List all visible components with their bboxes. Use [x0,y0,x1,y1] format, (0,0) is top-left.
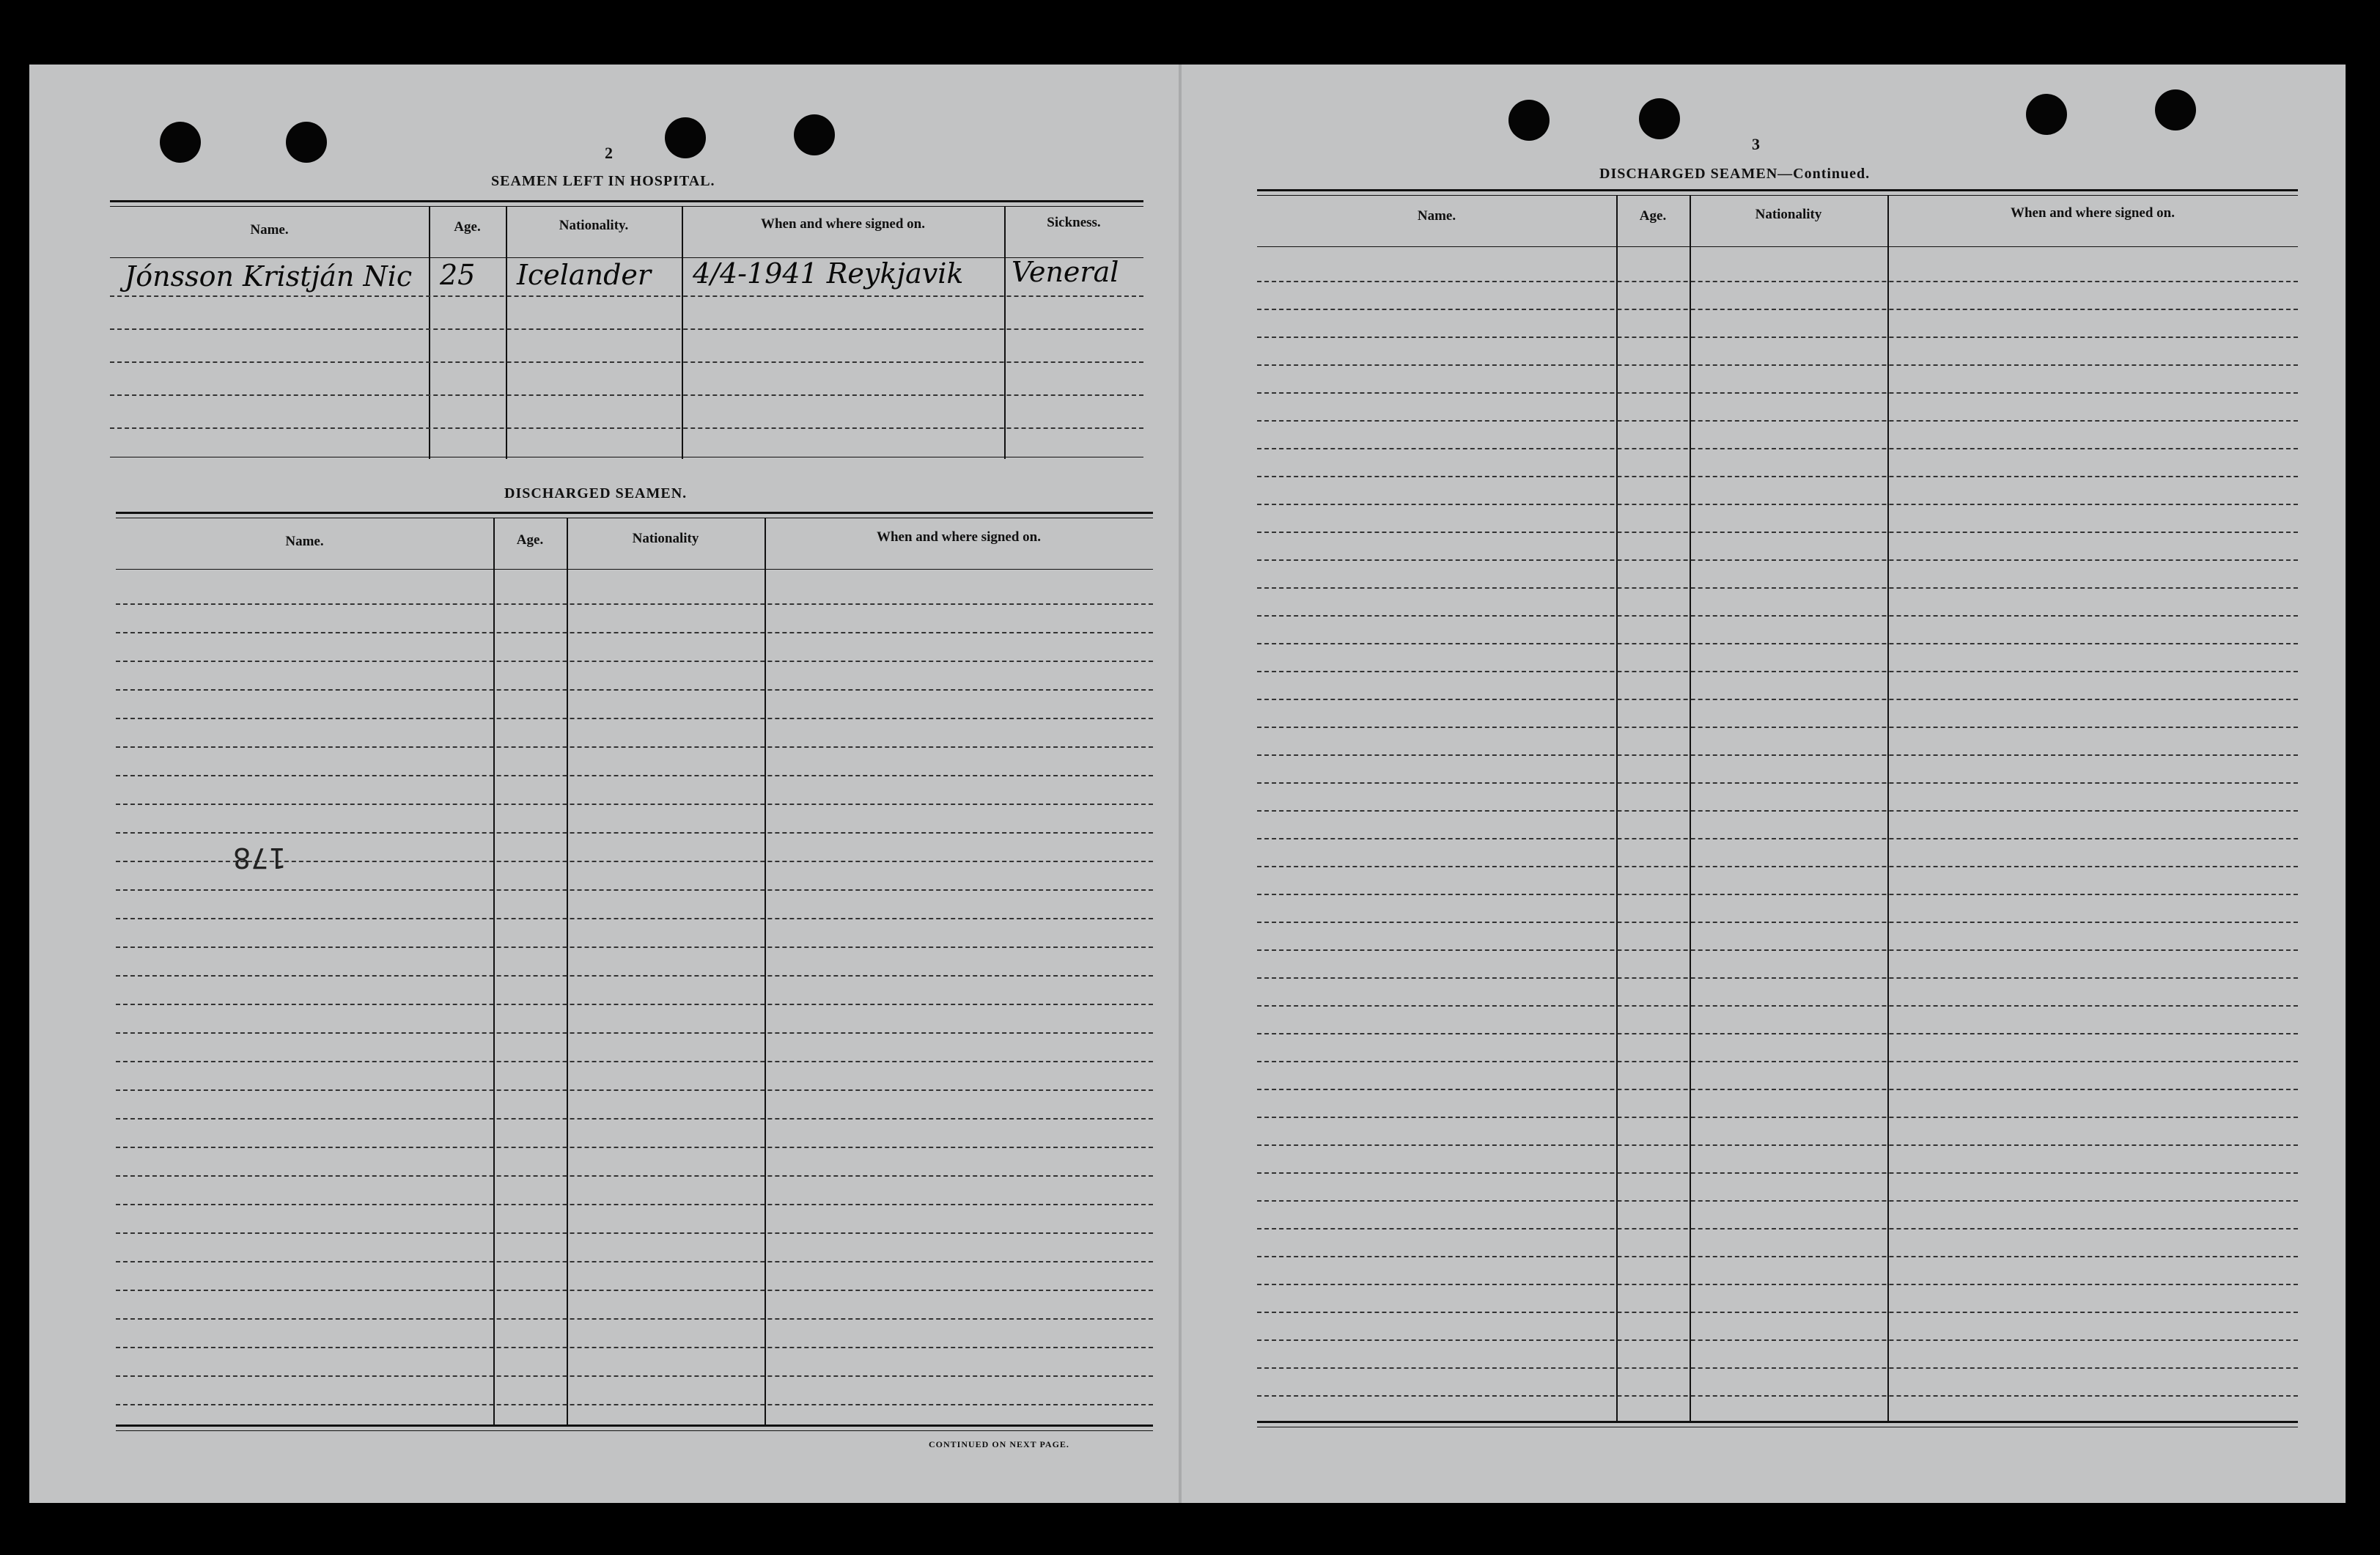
row-line [1257,1172,2298,1174]
row-line [1257,1033,2298,1034]
row-line [116,1061,1153,1062]
row-line [1257,1256,2298,1257]
page-number-right: 3 [1752,135,1760,153]
stamp-number: 178 [233,842,287,874]
row-line [116,832,1153,834]
row-line [1257,1144,2298,1146]
row-line [1257,894,2298,895]
punch-hole [1508,100,1550,141]
page-fold [1179,65,1182,1503]
continued-col-nationality: Nationality [1755,207,1822,222]
row-line [116,1175,1153,1177]
punch-hole [665,117,706,158]
row-line [1257,1228,2298,1229]
row-line [1257,699,2298,700]
row-line [1257,587,2298,589]
discharged-continued-title: DISCHARGED SEAMEN—Continued. [1599,166,1871,182]
row-line [1257,448,2298,449]
row-line [1257,309,2298,310]
row-line [1257,504,2298,505]
row-line [116,1004,1153,1005]
row-line [1257,281,2298,282]
hospital-col-age: Age. [454,219,481,235]
hospital-row-name: Jónsson Kristján Nic [125,260,413,293]
discharged-table [116,512,1153,1435]
row-line [1257,532,2298,533]
row-line [116,1032,1153,1034]
row-line [1257,1089,2298,1090]
row-line [116,1089,1153,1091]
row-line [116,746,1153,748]
row-line [116,718,1153,719]
row-line [1257,1061,2298,1062]
row-line [1257,838,2298,839]
punch-hole [2155,89,2196,130]
row-line [1257,1200,2298,1202]
row-line [1257,1367,2298,1369]
row-line [1257,671,2298,672]
row-line [1257,810,2298,812]
row-line [116,804,1153,805]
hospital-title: SEAMEN LEFT IN HOSPITAL. [491,173,715,189]
hospital-row-nationality: Icelander [517,259,652,291]
row-line [1257,1339,2298,1341]
row-line [116,1261,1153,1262]
row-line [1257,727,2298,728]
row-line [1257,615,2298,617]
row-line [1257,922,2298,923]
hospital-col-sickness: Sickness. [1047,215,1101,230]
row-line [116,1290,1153,1291]
row-line [116,1147,1153,1148]
row-line [1257,866,2298,867]
hospital-row-sickness: Veneral [1012,256,1119,288]
row-line [1257,392,2298,394]
row-line [116,603,1153,605]
row-line [1257,754,2298,756]
hospital-row-signed-on: 4/4-1941 Reykjavik [693,257,964,290]
row-line [116,889,1153,891]
row-line [116,1118,1153,1120]
row-line [1257,420,2298,422]
continued-col-signed-on: When and where signed on. [2010,205,2175,221]
row-line [1257,364,2298,366]
hospital-row-age: 25 [440,259,476,291]
row-line [116,918,1153,919]
row-line [1257,643,2298,644]
row-line [116,1404,1153,1405]
document-sheet [29,65,2346,1503]
discharged-title: DISCHARGED SEAMEN. [504,485,688,501]
row-line [1257,1117,2298,1118]
row-line [116,1375,1153,1377]
row-line [1257,1395,2298,1397]
discharged-col-name: Name. [285,534,324,549]
row-line [1257,476,2298,477]
row-line [116,1347,1153,1348]
hospital-col-signed-on: When and where signed on. [760,216,925,232]
continued-col-age: Age. [1639,208,1667,224]
row-line [1257,782,2298,784]
row-line [116,975,1153,977]
row-line [1257,1312,2298,1313]
page-number-left: 2 [605,144,613,162]
row-line [1257,1284,2298,1285]
hospital-col-name: Name. [250,222,289,238]
discharged-col-nationality: Nationality [632,531,699,546]
row-line [116,946,1153,948]
continued-footer: CONTINUED ON NEXT PAGE. [929,1439,1069,1449]
punch-hole [286,122,327,163]
row-line [1257,977,2298,979]
row-line [116,1318,1153,1320]
continued-col-name: Name. [1417,208,1456,224]
row-line [116,1204,1153,1205]
row-line [1257,559,2298,561]
row-line [116,632,1153,633]
row-line [1257,1005,2298,1007]
punch-hole [160,122,201,163]
hospital-col-nationality: Nationality. [559,218,629,233]
discharged-col-signed-on: When and where signed on. [876,529,1041,545]
punch-hole [1639,98,1680,139]
row-line [116,689,1153,691]
punch-hole [2026,94,2067,135]
discharged-col-age: Age. [516,532,544,548]
row-line [116,1232,1153,1234]
discharged-continued-table [1257,189,2298,1435]
punch-hole [794,114,835,155]
row-line [116,775,1153,776]
row-line [1257,949,2298,951]
row-line [1257,337,2298,338]
row-line [116,661,1153,662]
